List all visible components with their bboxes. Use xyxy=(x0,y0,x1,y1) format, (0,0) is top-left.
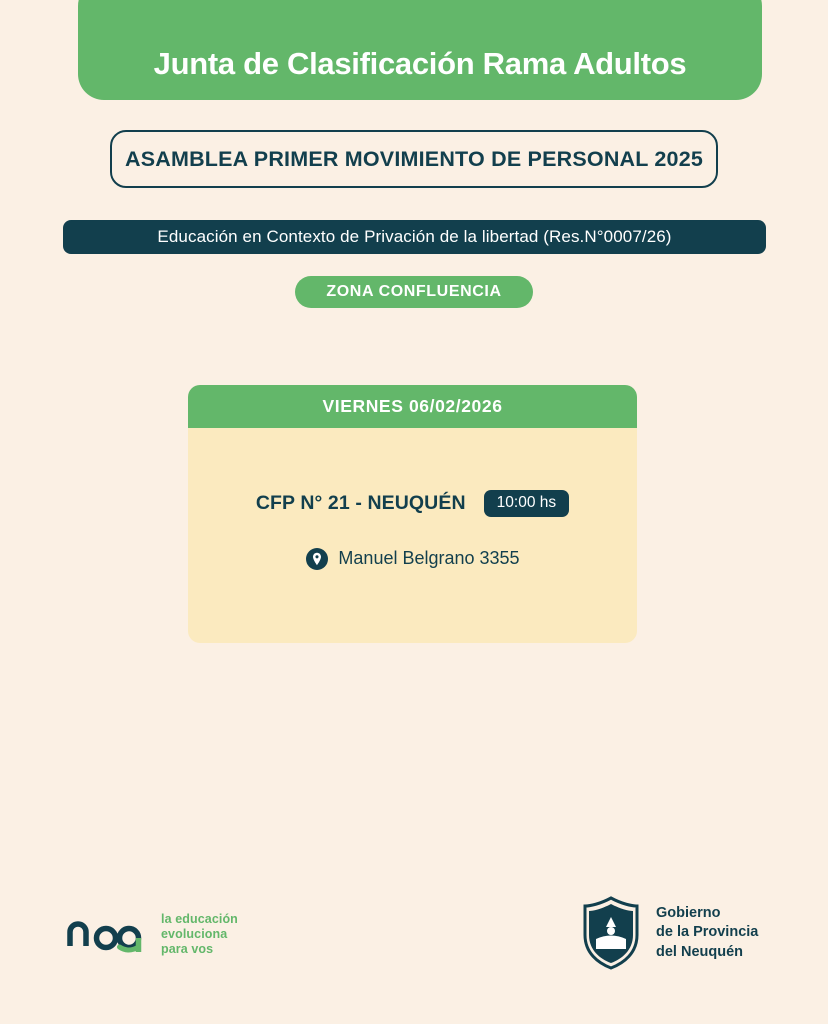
noq-tagline-line3: para vos xyxy=(161,941,214,956)
event-place-row xyxy=(188,490,637,517)
government-line1: Gobierno xyxy=(656,905,721,922)
event-address-row xyxy=(188,547,637,571)
event-card-body xyxy=(188,428,637,643)
subtitle-text: ASAMBLEA PRIMER MOVIMIENTO DE PERSONAL 2025 xyxy=(124,146,704,171)
event-card xyxy=(188,385,637,643)
zone-badge xyxy=(295,276,533,308)
footer-brand xyxy=(66,912,238,956)
event-card-header xyxy=(188,385,637,428)
noq-logo xyxy=(66,912,150,956)
location-pin-icon xyxy=(305,547,329,571)
header-banner xyxy=(78,0,762,100)
government-text xyxy=(656,904,758,962)
event-date: VIERNES 06/02/2026 xyxy=(322,396,503,416)
context-band xyxy=(63,220,766,254)
government-line2: de la Provincia xyxy=(656,924,759,941)
neuquen-provincial-crest-icon xyxy=(580,895,642,971)
event-address: Manuel Belgrano 3355 xyxy=(338,548,520,568)
zone-label: ZONA CONFLUENCIA xyxy=(326,283,502,300)
event-place-name: CFP N° 21 - NEUQUÉN xyxy=(255,491,466,514)
event-time-badge: 10:00 hs xyxy=(484,490,569,517)
noq-tagline-line1: la educación xyxy=(161,912,238,926)
government-line3: del Neuquén xyxy=(656,943,744,960)
context-band-text: Educación en Contexto de Privación de la libertad (Res.N°0007/26) xyxy=(157,227,672,246)
noq-tagline-line2: evoluciona xyxy=(161,926,228,941)
footer-government xyxy=(580,895,758,971)
noq-tagline xyxy=(161,912,238,956)
page-title: Junta de Clasificación Rama Adultos xyxy=(153,46,687,81)
subtitle-pill xyxy=(110,130,718,188)
